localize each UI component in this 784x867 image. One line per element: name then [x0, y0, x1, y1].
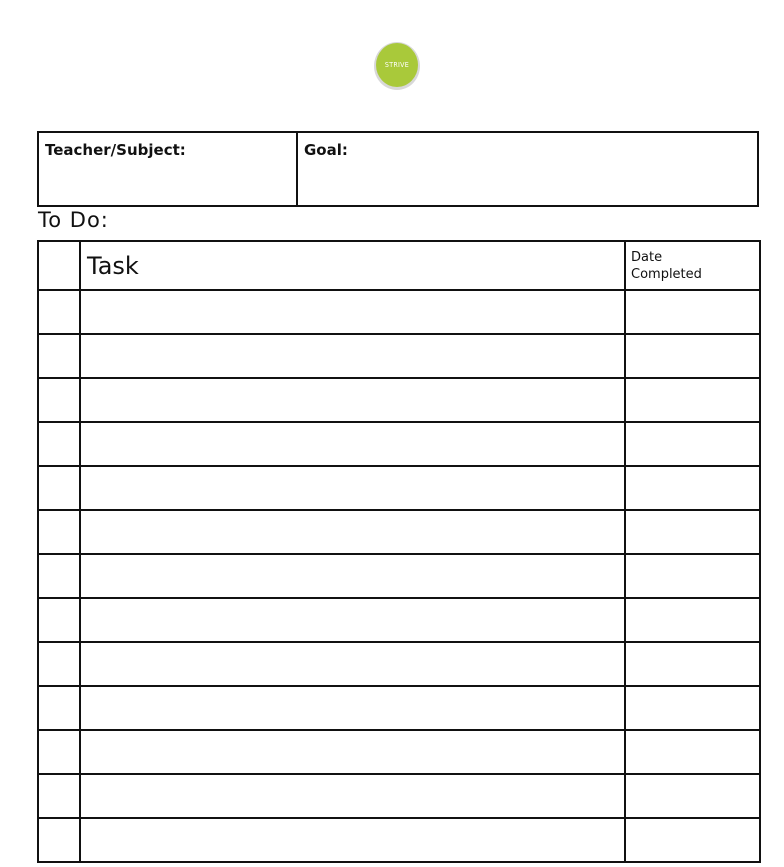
- row-date-cell[interactable]: [625, 422, 760, 466]
- table-row: [38, 686, 760, 730]
- row-task-cell[interactable]: [80, 774, 625, 818]
- row-task-cell[interactable]: [80, 818, 625, 862]
- row-check-cell[interactable]: [38, 686, 80, 730]
- row-date-cell[interactable]: [625, 642, 760, 686]
- table-row: [38, 730, 760, 774]
- goal-field[interactable]: [298, 133, 757, 205]
- table-row: [38, 818, 760, 862]
- table-row: [38, 774, 760, 818]
- logo-text: STRIVE: [384, 61, 410, 69]
- row-task-cell[interactable]: [80, 422, 625, 466]
- row-check-cell[interactable]: [38, 378, 80, 422]
- row-check-cell[interactable]: [38, 466, 80, 510]
- row-task-cell[interactable]: [80, 290, 625, 334]
- task-column-header: Task: [80, 241, 625, 290]
- date-completed-column-header: [625, 241, 760, 290]
- row-task-cell[interactable]: [80, 554, 625, 598]
- table-row: [38, 422, 760, 466]
- row-check-cell[interactable]: [38, 334, 80, 378]
- row-check-cell[interactable]: [38, 554, 80, 598]
- goal-label: Goal:: [304, 141, 348, 159]
- table-row: [38, 290, 760, 334]
- row-date-cell[interactable]: [625, 334, 760, 378]
- todo-title: To Do:: [38, 208, 109, 232]
- row-date-cell[interactable]: [625, 598, 760, 642]
- date-header-line1: Date: [631, 249, 663, 265]
- row-task-cell[interactable]: [80, 466, 625, 510]
- row-date-cell[interactable]: [625, 378, 760, 422]
- row-check-cell[interactable]: [38, 642, 80, 686]
- strive-logo: [374, 42, 420, 90]
- row-task-cell[interactable]: [80, 378, 625, 422]
- row-task-cell[interactable]: [80, 686, 625, 730]
- row-date-cell[interactable]: [625, 730, 760, 774]
- row-date-cell[interactable]: [625, 774, 760, 818]
- table-row: [38, 598, 760, 642]
- todo-table: [37, 240, 761, 863]
- check-column-header: [38, 241, 80, 290]
- row-check-cell[interactable]: [38, 422, 80, 466]
- row-date-cell[interactable]: [625, 818, 760, 862]
- row-check-cell[interactable]: [38, 510, 80, 554]
- teacher-subject-label: Teacher/Subject:: [45, 141, 186, 159]
- table-row: [38, 378, 760, 422]
- teacher-subject-field[interactable]: [39, 133, 298, 205]
- table-row: [38, 466, 760, 510]
- row-check-cell[interactable]: [38, 818, 80, 862]
- row-task-cell[interactable]: [80, 730, 625, 774]
- table-row: [38, 554, 760, 598]
- row-date-cell[interactable]: [625, 290, 760, 334]
- table-row: [38, 510, 760, 554]
- row-task-cell[interactable]: [80, 642, 625, 686]
- row-check-cell[interactable]: [38, 598, 80, 642]
- logo-disc: [376, 43, 418, 87]
- row-check-cell[interactable]: [38, 730, 80, 774]
- row-date-cell[interactable]: [625, 510, 760, 554]
- row-check-cell[interactable]: [38, 290, 80, 334]
- row-task-cell[interactable]: [80, 334, 625, 378]
- table-header-row: [38, 241, 760, 290]
- date-header-line2: Completed: [631, 266, 702, 282]
- row-date-cell[interactable]: [625, 686, 760, 730]
- row-task-cell[interactable]: [80, 598, 625, 642]
- row-check-cell[interactable]: [38, 774, 80, 818]
- row-task-cell[interactable]: [80, 510, 625, 554]
- todo-rows: [38, 290, 760, 862]
- row-date-cell[interactable]: [625, 466, 760, 510]
- header-box: [37, 131, 759, 207]
- table-row: [38, 334, 760, 378]
- table-row: [38, 642, 760, 686]
- row-date-cell[interactable]: [625, 554, 760, 598]
